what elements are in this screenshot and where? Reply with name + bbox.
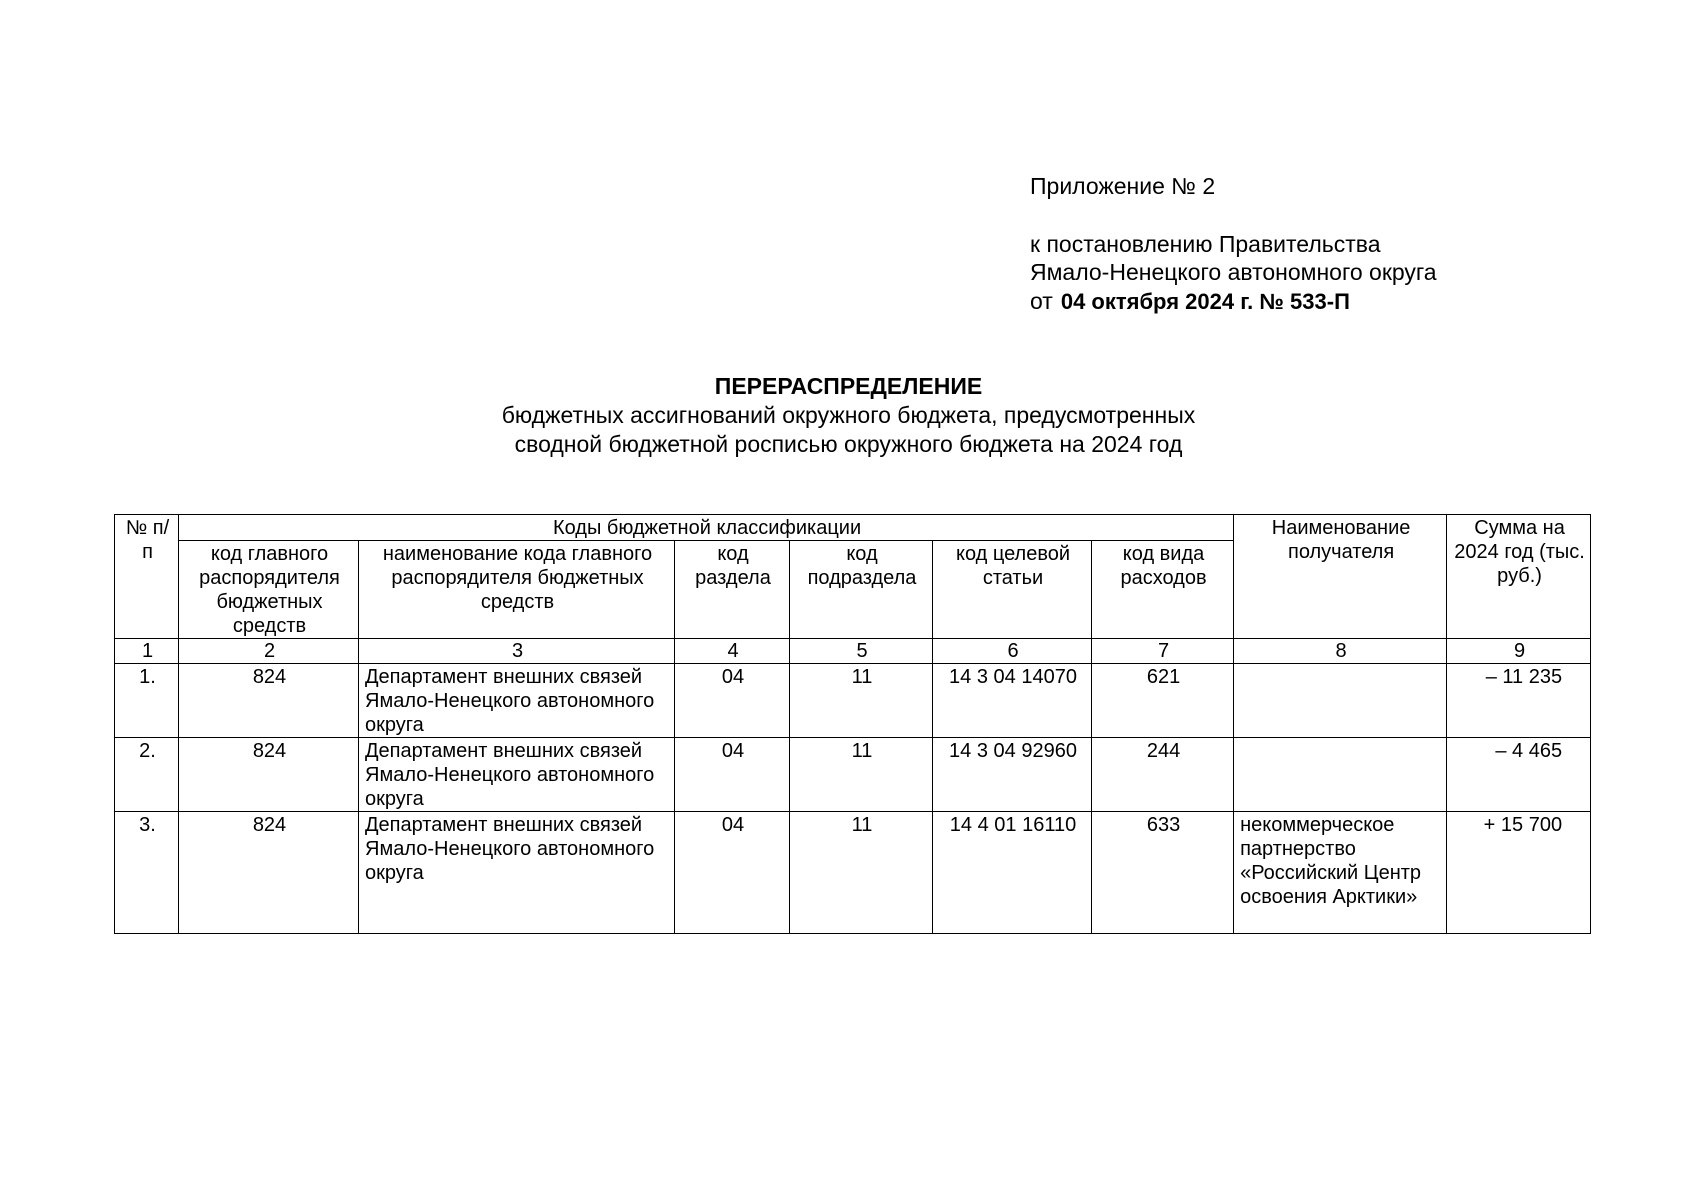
row-num: 1.	[115, 664, 179, 738]
row-recipient: некоммерческое партнерство «Российский Центр освоения Арктики»	[1234, 812, 1447, 934]
column-number: 4	[675, 639, 790, 664]
header-codes-group: Коды бюджетной классификации	[179, 515, 1234, 541]
header-recipient: Наименование получателя	[1234, 515, 1447, 639]
column-number-row	[115, 639, 1591, 664]
row-amount: – 4 465	[1447, 738, 1591, 812]
column-number: 7	[1092, 639, 1234, 664]
row-subsection: 11	[790, 812, 933, 934]
row-grbs-code: 824	[179, 812, 359, 934]
document-title-block	[0, 372, 1697, 459]
header-subsection: код подраздела	[790, 541, 933, 639]
table-row	[115, 812, 1591, 934]
row-num: 2.	[115, 738, 179, 812]
table-row	[115, 664, 1591, 738]
row-recipient	[1234, 738, 1447, 812]
row-grbs-name: Департамент внешних связей Ямало-Ненецкого автономного округа	[359, 812, 675, 934]
row-section: 04	[675, 812, 790, 934]
row-grbs-code: 824	[179, 664, 359, 738]
appendix-number: Приложение № 2	[1030, 173, 1216, 199]
appendix-date-line	[1030, 287, 1437, 316]
column-number: 9	[1447, 639, 1591, 664]
row-num: 3.	[115, 812, 179, 934]
document-subtitle-line-1: бюджетных ассигнований окружного бюджета, предусмотренных	[501, 402, 1196, 428]
row-target: 14 3 04 14070	[933, 664, 1092, 738]
appendix-block	[1030, 172, 1437, 316]
row-subsection: 11	[790, 738, 933, 812]
header-expense-type: код вида расходов	[1092, 541, 1234, 639]
row-section: 04	[675, 738, 790, 812]
row-grbs-name: Департамент внешних связей Ямало-Ненецкого автономного округа	[359, 664, 675, 738]
document-title: ПЕРЕРАСПРЕДЕЛЕНИЕ	[714, 373, 983, 399]
column-number: 3	[359, 639, 675, 664]
header-target: код целевой статьи	[933, 541, 1092, 639]
column-number: 5	[790, 639, 933, 664]
document-subtitle-line-2: сводной бюджетной росписью окружного бюджета на 2024 год	[514, 431, 1183, 457]
table-row	[115, 738, 1591, 812]
header-grbs-code: код главного распорядителя бюджетных средств	[179, 541, 359, 639]
header-grbs-name: наименование кода главного распорядителя бюджетных средств	[359, 541, 675, 639]
appendix-ref-line-1: к постановлению Правительства	[1030, 231, 1381, 257]
row-amount: – 11 235	[1447, 664, 1591, 738]
row-subsection: 11	[790, 664, 933, 738]
table-header-row-1	[115, 515, 1591, 541]
row-expense-type: 633	[1092, 812, 1234, 934]
row-grbs-code: 824	[179, 738, 359, 812]
budget-table	[114, 514, 1591, 934]
column-number: 6	[933, 639, 1092, 664]
appendix-ref-line-2: Ямало-Ненецкого автономного округа	[1030, 259, 1437, 285]
row-grbs-name: Департамент внешних связей Ямало-Ненецкого автономного округа	[359, 738, 675, 812]
row-recipient	[1234, 664, 1447, 738]
header-amount: Сумма на 2024 год (тыс. руб.)	[1447, 515, 1591, 639]
row-expense-type: 621	[1092, 664, 1234, 738]
column-number: 8	[1234, 639, 1447, 664]
row-section: 04	[675, 664, 790, 738]
row-target: 14 3 04 92960	[933, 738, 1092, 812]
appendix-from-prefix: от	[1030, 288, 1053, 314]
row-expense-type: 244	[1092, 738, 1234, 812]
appendix-decree-number: 04 октября 2024 г. № 533-П	[1060, 289, 1350, 314]
row-amount: + 15 700	[1447, 812, 1591, 934]
header-num: № п/п	[115, 515, 179, 639]
column-number: 1	[115, 639, 179, 664]
row-target: 14 4 01 16110	[933, 812, 1092, 934]
column-number: 2	[179, 639, 359, 664]
header-section: код раздела	[675, 541, 790, 639]
